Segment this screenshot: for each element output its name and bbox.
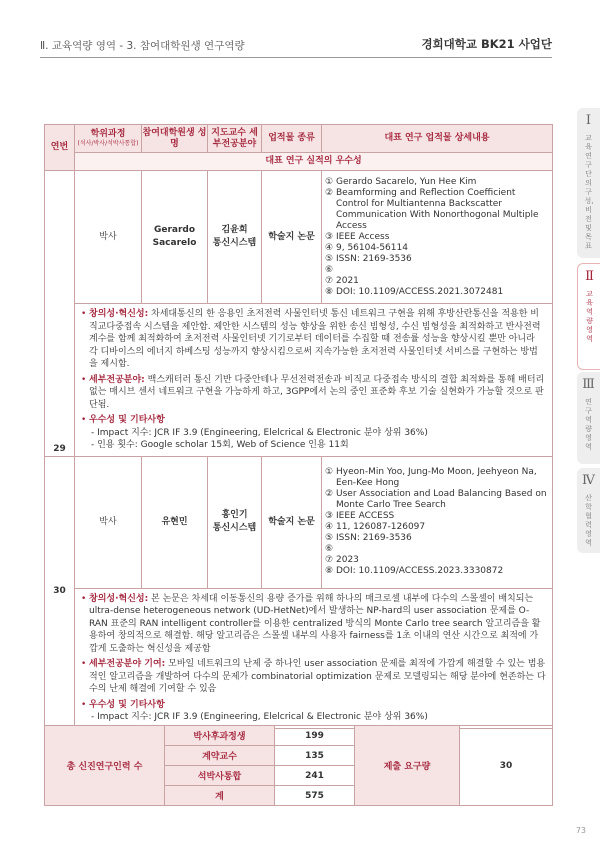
detail-item: ② Beamforming and Reflection Coefficient Control for Multiantenna Backscatter Communication With Nonorthogonal Multiple Access: [325, 187, 539, 231]
summary-item-label: 박사후과정생: [165, 726, 275, 746]
summary-item-value: 135: [275, 746, 355, 766]
advisor-info: [208, 171, 262, 304]
detail-item: ⑧ DOI: 10.1109/ACCESS.2021.3072481: [325, 286, 504, 297]
summary-item-value: 575: [275, 786, 355, 806]
header-advisor: 지도교수 세부전공분야: [208, 125, 262, 153]
advisor-field: 통신시스템: [212, 523, 257, 533]
advisor-name: 홍인기: [221, 510, 248, 520]
side-tab-number: Ⅰ: [585, 113, 592, 128]
header-detail: 대표 연구 업적물 상세내용: [322, 125, 553, 153]
table-row-description: [45, 304, 553, 457]
excellence-description: [75, 304, 553, 457]
detail-item: ① Hyeon-Min Yoo, Jung-Mo Moon, Jeehyeon Na, Een-Kee Hong: [325, 467, 537, 488]
summary-item-label: 계: [165, 786, 275, 806]
advisor-field: 통신시스템: [212, 238, 257, 248]
side-tab-number: Ⅳ: [582, 473, 595, 488]
detail-item: ③ IEEE Access: [325, 231, 390, 242]
side-tab-3[interactable]: [577, 372, 600, 464]
desc-paragraph: • 우수성 및 기타사항: [81, 699, 165, 710]
detail-item: ② User Association and Load Balancing Based on Monte Carlo Tree Search: [325, 489, 547, 510]
detail-item: ④ 9, 56104-56114: [325, 242, 408, 253]
output-type: 학술지 논문: [262, 171, 322, 304]
side-tab-4[interactable]: [577, 468, 600, 553]
side-tab-label: 교육연구단의 구성, 비전 및 목표: [584, 134, 594, 250]
research-table: [44, 124, 553, 729]
output-details: [322, 456, 553, 588]
side-tab-2[interactable]: [577, 263, 600, 370]
header-course: [75, 125, 142, 153]
detail-item: ① Gerardo Sacarelo, Yun Hee Kim: [325, 176, 477, 187]
extra-item: - Impact 지수: JCR IF 3.9 (Engineering, Elelcrical & Electronic 분야 상위 36%): [91, 427, 428, 438]
header-year: 연번: [45, 125, 75, 171]
header-course-label: 학위과정: [90, 129, 126, 139]
detail-item: ④ 11, 126087-126097: [325, 522, 426, 532]
side-tab-1[interactable]: [577, 108, 600, 258]
degree-course: 박사: [75, 456, 142, 588]
table-row: [45, 456, 553, 588]
detail-item: ⑥: [325, 264, 334, 275]
summary-label: 총 신진연구인력 수: [45, 726, 165, 806]
desc-paragraph: • 우수성 및 기타사항: [81, 415, 165, 425]
side-tab-label: 교육역량 영역: [586, 290, 593, 343]
row-number: 29: [45, 171, 75, 457]
detail-item: ⑦ 2023: [325, 555, 359, 565]
summary-item-value: 241: [275, 766, 355, 786]
advisor-name: 김윤희: [221, 225, 248, 235]
summary-table: [44, 725, 553, 806]
detail-item: ⑥: [325, 544, 334, 554]
student-name: 유현민: [142, 456, 208, 588]
detail-item: ⑧ DOI: 10.1109/ACCESS.2023.3330872: [325, 566, 504, 576]
header-type: 업적물 종류: [262, 125, 322, 153]
header-student: 참여대학원생 성명: [142, 125, 208, 153]
detail-item: ⑤ ISSN: 2169-3536: [325, 253, 412, 264]
header-divider: [40, 57, 552, 58]
table-row: [45, 171, 553, 304]
org-name: 경희대학교 BK21 사업단: [421, 37, 552, 51]
page-number: 73: [575, 826, 586, 835]
detail-item: ③ IEEE ACCESS: [325, 511, 395, 521]
desc-paragraph: • 창의성·혁신성: 본 논문은 차세대 이동통신의 용량 증가를 위해 하나의 매크로셀 내부에 다수의 스몰셀이 배치되는 ultra-dense heterogeneous network (UD-HetNet)에서 발생하는 NP-hard의 user association 문제를 O-RAN 표준의 RAN intelligent controller를 이용한 centralized 방식의 Monte Carlo tree search 알고리즘을 활용하여 창의적으로 해결함. 해당 알고리즘은 스몰셀 내부의 사용자 fairness를 1초 이내의 연산 시간으로 최적에 가깝게 도출하는 혁신성을 제공함: [81, 593, 541, 654]
degree-course: 박사: [75, 171, 142, 304]
output-details: [322, 171, 553, 304]
header-excellence: 대표 연구 실적의 우수성: [75, 153, 553, 171]
desc-paragraph: • 세부전공분야: 백스캐터러 통신 기반 다중안테나 무선전력전송과 비직교 다중접속 방식의 결합 최적화를 통해 배터리 없는 매시브 센서 네트워크 구현을 가능하게 하고, 3GPP에서 논의 중인 표준화 후보 기술 실현화가 가능할 것으로 판단됨.: [81, 374, 545, 410]
side-tab-label: 산학협력 영역: [585, 494, 592, 547]
section-title: Ⅱ. 교육역량 영역 - 3. 참여대학원생 연구역량: [40, 40, 245, 52]
summary-item-label: 계약교수: [165, 746, 275, 766]
student-name: Gerardo Sacarelo: [142, 171, 208, 304]
row-number: 30: [45, 456, 75, 728]
advisor-info: [208, 456, 262, 588]
detail-item: ⑦ 2021: [325, 275, 359, 286]
side-tab-label: 연구역량 영역: [585, 398, 592, 451]
table-row-description: [45, 588, 553, 728]
excellence-description: [75, 588, 553, 728]
side-tab-number: Ⅱ: [585, 269, 594, 284]
detail-item: ⑤ ISSN: 2169-3536: [325, 533, 412, 543]
requirement-label: 제출 요구량: [355, 726, 460, 806]
requirement-value: 30: [460, 726, 553, 806]
extra-item: - Impact 지수: JCR IF 3.9 (Engineering, Elelcrical & Electronic 분야 상위 36%): [91, 712, 428, 722]
desc-paragraph: • 세부전공분야 기여: 모바일 네트워크의 난제 중 하나인 user association 문제를 최적에 가깝게 해결할 수 있는 범용적인 알고리즘을 개발하여 다수의 문제가 combinatorial optimization 문제로 모델링되는 해당 분야에 현존하는 다수의 난제 해결에 기여할 수 있음: [81, 659, 546, 694]
summary-item-label: 석박사통합: [165, 766, 275, 786]
side-tab-number: Ⅲ: [582, 377, 595, 392]
output-type: 학술지 논문: [262, 456, 322, 588]
extra-item: - 인용 횟수: Google scholar 15회, Web of Science 인용 11회: [91, 440, 349, 450]
summary-item-value: 199: [275, 726, 355, 746]
header-course-sub: (석사/박사/석박사통합): [77, 140, 139, 147]
desc-paragraph: • 창의성·혁신성: 차세대통신의 한 응용인 초저전력 사물인터넷 통신 네트워크 구현을 위해 후방산란통신을 적용한 비직교다중접속 시스템을 제안함. 제안한 시스템의 성능 향상을 위한 송신 빔형성, 수신 빔형성을 최적화하고 반사전력계수를 함께 최적화하여 초저전력 사물인터넷 기기로부터 데이터를 수집할 때 전송률 성능을 향상시킬 뿐만 아니라 각 디바이스의 에너지 하베스팅 성능까지 향상시킴으로써 지속가능한 초저전력 사물인터넷 서비스를 구현하는 방법을 제시함.: [81, 309, 541, 369]
